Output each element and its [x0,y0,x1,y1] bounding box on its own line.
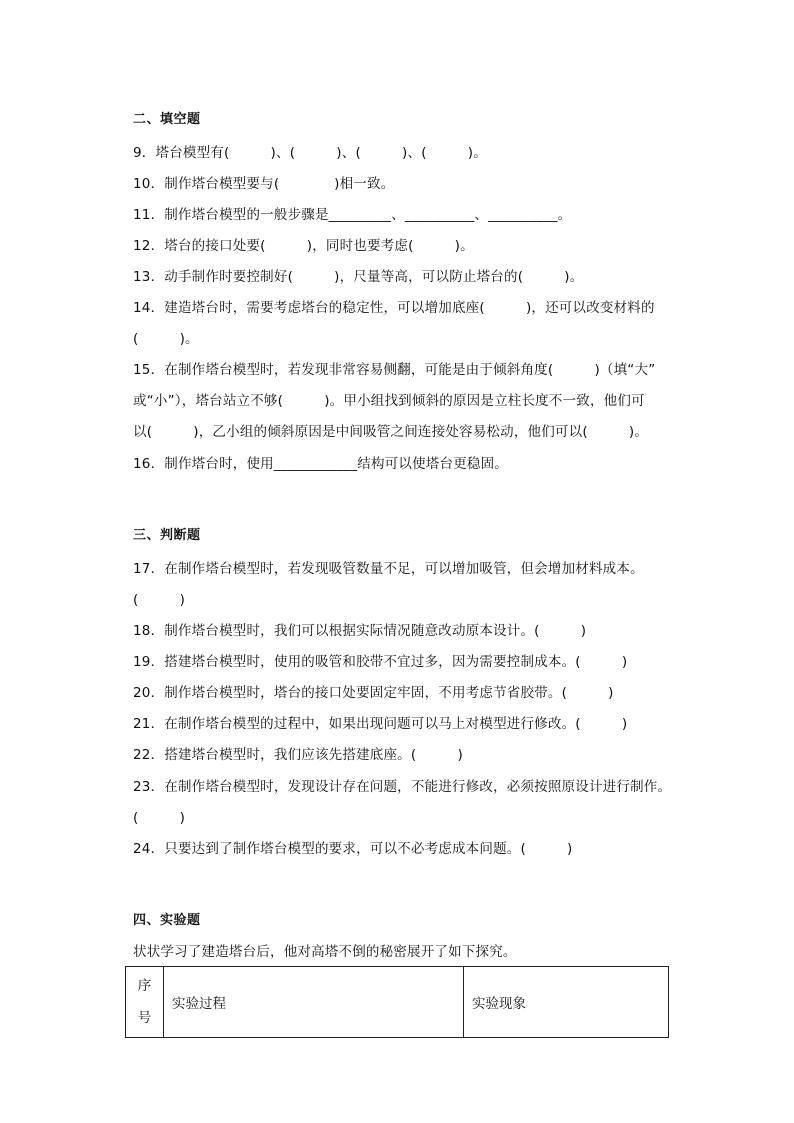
question-line: 9．塔台模型有( )、( )、( )、( )。 [133,145,487,161]
question-line: 24．只要达到了制作塔台模型的要求，可以不必考虑成本问题。( ) [133,841,573,857]
table-header-process: 实验过程 [164,967,464,1037]
question-line: 10．制作塔台模型要与( )相一致。 [133,176,395,192]
table-header-number-line2: 号 [137,1010,152,1026]
section-heading-judgement: 三、判断题 [133,528,201,543]
question-line: 11．制作塔台模型的一般步骤是_________、__________、__________。 [133,207,572,223]
question-line: 13．动手制作时要控制好( )，尺量等高，可以防止塔台的( )。 [133,269,584,285]
question-line: 19．搭建塔台模型时，使用的吸管和胶带不宜过多，因为需要控制成本。( ) [133,654,628,670]
question-line: 23．在制作塔台模型时，发现设计存在问题，不能进行修改，必须按照原设计进行制作。 [133,779,672,795]
question-line: 20．制作塔台模型时，塔台的接口处要固定牢固，不用考虑节省胶带。( ) [133,685,614,701]
table-header-number-line1: 序 [137,978,152,994]
question-line: 15．在制作塔台模型时，若发现非常容易侧翻，可能是由于倾斜角度( )（填“大” [133,362,656,378]
table-header-observation: 实验现象 [472,996,526,1012]
question-line: ( ) [133,592,186,608]
section-heading-fill-blank: 二、填空题 [133,112,201,127]
question-line: 14．建造塔台时，需要考虑塔台的稳定性，可以增加底座( )，还可以改变材料的 [133,300,655,316]
question-line: 17．在制作塔台模型时，若发现吸管数量不足，可以增加吸管，但会增加材料成本。 [133,561,644,577]
question-line: 以( )，乙小组的倾斜原因是中间吸管之间连接处容易松动，他们可以( )。 [133,424,649,440]
question-line: 16．制作塔台时，使用____________结构可以使塔台更稳固。 [133,456,508,472]
question-line: 12．塔台的接口处要( )，同时也要考虑( )。 [133,238,474,254]
question-line: ( ) [133,810,186,826]
question-line: ( )。 [133,331,199,347]
section-heading-experiment: 四、实验题 [133,913,201,928]
experiment-intro: 状状学习了建造塔台后，他对高塔不倒的秘密展开了如下探究。 [133,944,517,960]
experiment-table [125,966,669,1038]
question-line: 或“小”），塔台站立不够( )。甲小组找到倾斜的原因是立柱长度不一致，他们可 [133,393,645,409]
question-line: 18．制作塔台模型时，我们可以根据实际情况随意改动原本设计。( ) [133,623,587,639]
question-line: 21．在制作塔台模型的过程中，如果出现问题可以马上对模型进行修改。( ) [133,716,628,732]
table-header-number [126,967,164,1037]
question-line: 22．搭建塔台模型时，我们应该先搭建底座。( ) [133,747,463,763]
